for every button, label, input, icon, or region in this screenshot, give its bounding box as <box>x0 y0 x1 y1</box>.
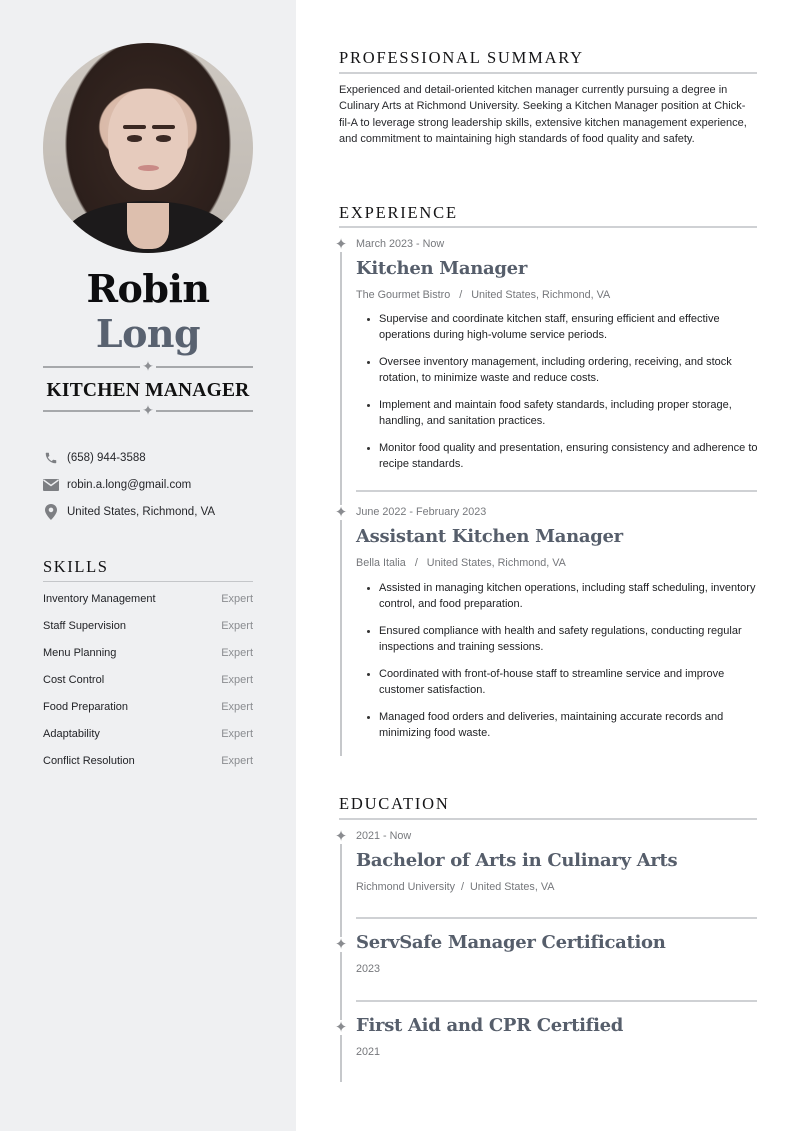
location-text: United States, Richmond, VA <box>67 506 216 518</box>
email-address: robin.a.long@gmail.com <box>67 479 192 491</box>
divider-line <box>43 410 140 412</box>
skill-name: Adaptability <box>43 728 100 740</box>
divider-line <box>156 366 253 368</box>
divider-line <box>156 410 253 412</box>
job-dates: March 2023 - Now <box>356 238 445 250</box>
skill-name: Food Preparation <box>43 701 128 713</box>
avatar-brow <box>123 125 146 129</box>
job-bullets <box>356 311 766 483</box>
sparkle-icon: ✦ <box>142 358 154 374</box>
skill-level: Expert <box>221 593 253 605</box>
contact-phone[interactable] <box>43 449 263 467</box>
experience-rule <box>339 226 757 228</box>
title-divider-top <box>43 358 253 374</box>
certification-title: First Aid and CPR Certified <box>356 1015 624 1036</box>
summary-text: Experienced and detail-oriented kitchen manager currently pursuing a degree in Culinary Arts at Richmond University. Seeking a Kitchen Manager position at Chick-fil-A to leverage strong leadership skills, extensive kitchen management experience, and commitment to maintaining high standards of food quality and safety. <box>339 84 747 145</box>
skill-row <box>43 728 253 740</box>
skills-rule <box>43 581 253 582</box>
job-role: Assistant Kitchen Manager <box>356 526 623 547</box>
divider-line <box>43 366 140 368</box>
experience-heading: EXPERIENCE <box>339 203 458 222</box>
skill-name: Inventory Management <box>43 593 156 605</box>
phone-icon <box>43 450 59 466</box>
bullet-item: Oversee inventory management, including ordering, receiving, and stock rotation, to minimize waste and reduce costs. <box>356 354 766 386</box>
skill-name: Menu Planning <box>43 647 117 659</box>
bullet-item: Supervise and coordinate kitchen staff, ensuring efficient and effective operations during high-volume service periods. <box>356 311 766 343</box>
avatar-face <box>108 89 188 190</box>
skill-name: Staff Supervision <box>43 620 126 632</box>
bullet-item: Managed food orders and deliveries, maintaining accurate records and minimizing food waste. <box>356 709 766 741</box>
education-timeline <box>340 836 342 1082</box>
sparkle-icon: ✦ <box>332 937 350 952</box>
sparkle-icon: ✦ <box>332 1020 350 1035</box>
bullet-item: Monitor food quality and presentation, ensuring consistency and adherence to recipe standards. <box>356 440 766 472</box>
job-company: The Gourmet Bistro / United States, Richmond, VA <box>356 289 611 301</box>
certification-year: 2021 <box>356 1046 381 1058</box>
avatar-neck <box>127 203 169 249</box>
contact-email[interactable] <box>43 476 263 494</box>
skills-heading: SKILLS <box>43 557 109 576</box>
job-title: KITCHEN MANAGER <box>46 380 250 401</box>
skill-level: Expert <box>221 647 253 659</box>
avatar-eye <box>156 135 171 141</box>
certification-year: 2023 <box>356 963 381 975</box>
education-rule <box>339 818 757 820</box>
first-name: Robin <box>86 266 210 311</box>
education-heading: EDUCATION <box>339 794 450 813</box>
location-pin-icon <box>43 504 59 520</box>
job-role: Kitchen Manager <box>356 258 528 279</box>
certification-title: ServSafe Manager Certification <box>356 932 666 953</box>
sparkle-icon: ✦ <box>332 237 350 252</box>
skill-level: Expert <box>221 728 253 740</box>
skill-row <box>43 647 253 659</box>
contact-location <box>43 503 263 521</box>
skill-level: Expert <box>221 701 253 713</box>
skill-row <box>43 701 253 713</box>
job-separator <box>356 490 757 492</box>
skill-row <box>43 620 253 632</box>
main-content <box>296 0 800 1131</box>
experience-timeline <box>340 244 342 756</box>
job-dates: June 2022 - February 2023 <box>356 506 487 518</box>
title-divider-bottom <box>43 402 253 418</box>
job-company: Bella Italia / United States, Richmond, VA <box>356 557 566 569</box>
bullet-item: Ensured compliance with health and safety regulations, conducting regular inspections and training sessions. <box>356 623 766 655</box>
skill-row <box>43 674 253 686</box>
sparkle-icon: ✦ <box>332 505 350 520</box>
job-bullets <box>356 580 766 752</box>
last-name: Long <box>95 311 201 356</box>
bullet-item: Implement and maintain food safety standards, including proper storage, handling, and sanitation practices. <box>356 397 766 429</box>
skill-level: Expert <box>221 620 253 632</box>
summary-heading: PROFESSIONAL SUMMARY <box>339 48 584 67</box>
sparkle-icon: ✦ <box>332 829 350 844</box>
sidebar <box>0 0 296 1131</box>
education-separator <box>356 1000 757 1002</box>
bullet-item: Assisted in managing kitchen operations, including staff scheduling, inventory control, and food preparation. <box>356 580 766 612</box>
avatar-brow <box>152 125 175 129</box>
email-icon <box>43 477 59 493</box>
bullet-item: Coordinated with front-of-house staff to streamline service and improve customer satisfaction. <box>356 666 766 698</box>
education-dates: 2021 - Now <box>356 830 412 842</box>
phone-number: (658) 944-3588 <box>67 452 146 464</box>
skill-level: Expert <box>221 755 253 767</box>
skill-name: Cost Control <box>43 674 105 686</box>
skill-name: Conflict Resolution <box>43 755 135 767</box>
institution: Richmond University / United States, VA <box>356 881 555 893</box>
summary-rule <box>339 72 757 74</box>
avatar <box>43 43 253 253</box>
skill-row <box>43 593 253 605</box>
skill-level: Expert <box>221 674 253 686</box>
skill-row <box>43 755 253 767</box>
sparkle-icon: ✦ <box>142 402 154 418</box>
degree-title: Bachelor of Arts in Culinary Arts <box>356 850 678 871</box>
education-separator <box>356 917 757 919</box>
avatar-lips <box>138 165 159 171</box>
avatar-eye <box>127 135 142 141</box>
